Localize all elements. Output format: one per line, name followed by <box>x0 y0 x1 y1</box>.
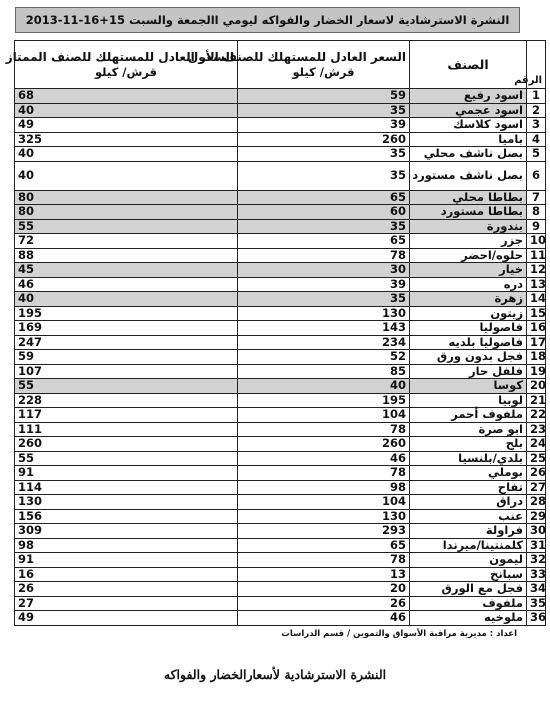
table-row <box>15 364 546 379</box>
row-first-grade-price: 293 <box>238 524 410 539</box>
row-extra-grade-price: 91 <box>15 466 238 481</box>
row-extra-grade-price: 26 <box>15 582 238 597</box>
row-number: 13 <box>527 277 546 292</box>
table-row <box>15 524 546 539</box>
row-number: 12 <box>527 263 546 278</box>
row-extra-grade-price: 111 <box>15 422 238 437</box>
row-extra-grade-price: 114 <box>15 480 238 495</box>
row-extra-grade-price: 309 <box>15 524 238 539</box>
table-row <box>15 611 546 626</box>
row-item-name: بلح <box>410 437 527 452</box>
row-extra-grade-price: 68 <box>15 89 238 104</box>
row-extra-grade-price: 55 <box>15 219 238 234</box>
row-number: 18 <box>527 350 546 365</box>
row-number: 14 <box>527 292 546 307</box>
row-first-grade-price: 35 <box>238 161 410 190</box>
row-number: 32 <box>527 553 546 568</box>
row-item-name: دره <box>410 277 527 292</box>
row-first-grade-price: 234 <box>238 335 410 350</box>
table-row <box>15 103 546 118</box>
page-title: النشرة الاسترشادية لاسعار الخضار والفواكه ليومي االجمعة والسبت 15+16-11-2013 <box>15 7 520 33</box>
row-item-name: بطاطا مستورد <box>410 205 527 220</box>
row-number: 11 <box>527 248 546 263</box>
row-extra-grade-price: 55 <box>15 379 238 394</box>
table-row <box>15 132 546 147</box>
row-number: 36 <box>527 611 546 626</box>
row-first-grade-price: 35 <box>238 292 410 307</box>
row-extra-grade-price: 27 <box>15 596 238 611</box>
table-row <box>15 219 546 234</box>
table-row <box>15 335 546 350</box>
row-item-name: دراق <box>410 495 527 510</box>
table-row <box>15 277 546 292</box>
table-row <box>15 495 546 510</box>
table-row <box>15 190 546 205</box>
row-item-name: ليمون <box>410 553 527 568</box>
row-extra-grade-price: 88 <box>15 248 238 263</box>
row-extra-grade-price: 16 <box>15 567 238 582</box>
row-item-name: بندورة <box>410 219 527 234</box>
row-number: 20 <box>527 379 546 394</box>
row-item-name: باميا <box>410 132 527 147</box>
row-item-name: زهرة <box>410 292 527 307</box>
header-number: الرقم <box>527 41 546 89</box>
row-first-grade-price: 46 <box>238 451 410 466</box>
row-first-grade-price: 35 <box>238 147 410 162</box>
row-number: 33 <box>527 567 546 582</box>
row-first-grade-price: 46 <box>238 611 410 626</box>
table-row <box>15 321 546 336</box>
row-extra-grade-price: 59 <box>15 350 238 365</box>
table-row <box>15 306 546 321</box>
table-row <box>15 480 546 495</box>
row-item-name: بطاطا محلي <box>410 190 527 205</box>
row-item-name: اسود رفيع <box>410 89 527 104</box>
row-first-grade-price: 195 <box>238 393 410 408</box>
table-row <box>15 89 546 104</box>
row-item-name: ملوخيه <box>410 611 527 626</box>
header-extra-grade-label: السعر العادل للمستهلك للصنف الممتاز <box>5 49 234 64</box>
row-first-grade-price: 104 <box>238 495 410 510</box>
table-row <box>15 509 546 524</box>
row-number: 7 <box>527 190 546 205</box>
table-row <box>15 234 546 249</box>
table-row <box>15 205 546 220</box>
row-number: 5 <box>527 147 546 162</box>
row-item-name: حلوه/احضر <box>410 248 527 263</box>
row-extra-grade-price: 40 <box>15 103 238 118</box>
table-row <box>15 582 546 597</box>
row-first-grade-price: 78 <box>238 422 410 437</box>
row-first-grade-price: 52 <box>238 350 410 365</box>
table-row <box>15 451 546 466</box>
row-number: 8 <box>527 205 546 220</box>
row-item-name: ملفوف أحمر <box>410 408 527 423</box>
row-number: 15 <box>527 306 546 321</box>
row-item-name: فلفل حار <box>410 364 527 379</box>
row-item-name: فجل مع الورق <box>410 582 527 597</box>
row-first-grade-price: 130 <box>238 509 410 524</box>
table-row <box>15 147 546 162</box>
row-number: 1 <box>527 89 546 104</box>
row-number: 19 <box>527 364 546 379</box>
row-extra-grade-price: 98 <box>15 538 238 553</box>
row-extra-grade-price: 260 <box>15 437 238 452</box>
header-first-grade-unit: قرش/ كيلو <box>292 64 355 79</box>
row-item-name: ابو صرة <box>410 422 527 437</box>
row-number: 26 <box>527 466 546 481</box>
header-extra-grade-unit: قرش/ كيلو <box>94 64 158 79</box>
row-first-grade-price: 30 <box>238 263 410 278</box>
row-extra-grade-price: 169 <box>15 321 238 336</box>
row-first-grade-price: 85 <box>238 364 410 379</box>
row-item-name: عنب <box>410 509 527 524</box>
row-number: 30 <box>527 524 546 539</box>
table-row <box>15 466 546 481</box>
row-number: 34 <box>527 582 546 597</box>
row-item-name: بلدي/بلنسيا <box>410 451 527 466</box>
row-item-name: اسود كلاسك <box>410 118 527 133</box>
row-extra-grade-price: 156 <box>15 509 238 524</box>
row-item-name: اسود عجمي <box>410 103 527 118</box>
header-item: الصنف <box>410 41 527 89</box>
row-item-name: تفاح <box>410 480 527 495</box>
table-row <box>15 393 546 408</box>
row-item-name: كلمنتينا/ميرندا <box>410 538 527 553</box>
row-item-name: بصل ناشف مستورد <box>410 161 527 190</box>
table-row <box>15 422 546 437</box>
row-number: 4 <box>527 132 546 147</box>
row-extra-grade-price: 80 <box>15 205 238 220</box>
row-item-name: فاصوليا <box>410 321 527 336</box>
table-row <box>15 263 546 278</box>
row-item-name: بصل ناشف محلي <box>410 147 527 162</box>
prepared-by-note: اعداد : مديرية مراقبة الأسواق والتموين / قسم الدراسات <box>281 629 517 639</box>
row-extra-grade-price: 72 <box>15 234 238 249</box>
row-number: 16 <box>527 321 546 336</box>
row-extra-grade-price: 55 <box>15 451 238 466</box>
row-number: 17 <box>527 335 546 350</box>
row-extra-grade-price: 130 <box>15 495 238 510</box>
row-first-grade-price: 104 <box>238 408 410 423</box>
table-row <box>15 596 546 611</box>
row-extra-grade-price: 40 <box>15 147 238 162</box>
row-first-grade-price: 40 <box>238 379 410 394</box>
row-first-grade-price: 98 <box>238 480 410 495</box>
table-row <box>15 437 546 452</box>
row-extra-grade-price: 247 <box>15 335 238 350</box>
row-extra-grade-price: 49 <box>15 611 238 626</box>
table-row <box>15 292 546 307</box>
row-number: 25 <box>527 451 546 466</box>
row-item-name: فاصوليا بلديه <box>410 335 527 350</box>
row-number: 35 <box>527 596 546 611</box>
table-row <box>15 567 546 582</box>
row-item-name: لوبيا <box>410 393 527 408</box>
row-first-grade-price: 26 <box>238 596 410 611</box>
row-first-grade-price: 13 <box>238 567 410 582</box>
row-first-grade-price: 65 <box>238 538 410 553</box>
row-first-grade-price: 39 <box>238 277 410 292</box>
row-item-name: بوملي <box>410 466 527 481</box>
row-extra-grade-price: 107 <box>15 364 238 379</box>
row-item-name: سبانخ <box>410 567 527 582</box>
row-extra-grade-price: 117 <box>15 408 238 423</box>
row-first-grade-price: 35 <box>238 103 410 118</box>
row-first-grade-price: 20 <box>238 582 410 597</box>
table-row <box>15 118 546 133</box>
row-extra-grade-price: 49 <box>15 118 238 133</box>
row-number: 23 <box>527 422 546 437</box>
row-item-name: فجل بدون ورق <box>410 350 527 365</box>
row-first-grade-price: 39 <box>238 118 410 133</box>
row-number: 3 <box>527 118 546 133</box>
row-first-grade-price: 59 <box>238 89 410 104</box>
row-extra-grade-price: 91 <box>15 553 238 568</box>
row-number: 9 <box>527 219 546 234</box>
row-first-grade-price: 65 <box>238 190 410 205</box>
row-number: 2 <box>527 103 546 118</box>
row-first-grade-price: 60 <box>238 205 410 220</box>
price-table-body <box>15 89 546 626</box>
row-extra-grade-price: 228 <box>15 393 238 408</box>
table-row <box>15 538 546 553</box>
row-first-grade-price: 78 <box>238 553 410 568</box>
row-first-grade-price: 130 <box>238 306 410 321</box>
footer-title: النشرة الاسترشادية لأسعارالخضار والفواكه <box>163 667 387 682</box>
table-row <box>15 408 546 423</box>
row-extra-grade-price: 80 <box>15 190 238 205</box>
row-number: 24 <box>527 437 546 452</box>
row-extra-grade-price: 195 <box>15 306 238 321</box>
row-number: 29 <box>527 509 546 524</box>
table-row <box>15 553 546 568</box>
row-number: 27 <box>527 480 546 495</box>
header-extra-grade <box>5 41 238 89</box>
row-number: 31 <box>527 538 546 553</box>
row-number: 21 <box>527 393 546 408</box>
header-first-grade-label: السعر العادل للمستهلك للصنف الأول <box>187 49 406 64</box>
row-extra-grade-price: 46 <box>15 277 238 292</box>
row-item-name: جزر <box>410 234 527 249</box>
row-first-grade-price: 65 <box>238 234 410 249</box>
row-item-name: فراولة <box>410 524 527 539</box>
row-extra-grade-price: 325 <box>15 132 238 147</box>
row-first-grade-price: 78 <box>238 466 410 481</box>
row-item-name: ملفوف <box>410 596 527 611</box>
table-row <box>15 248 546 263</box>
row-first-grade-price: 35 <box>238 219 410 234</box>
row-item-name: زيتون <box>410 306 527 321</box>
row-first-grade-price: 260 <box>238 437 410 452</box>
row-number: 6 <box>527 161 546 190</box>
row-extra-grade-price: 45 <box>15 263 238 278</box>
row-first-grade-price: 260 <box>238 132 410 147</box>
row-item-name: خيار <box>410 263 527 278</box>
row-item-name: كوسا <box>410 379 527 394</box>
row-first-grade-price: 143 <box>238 321 410 336</box>
row-extra-grade-price: 40 <box>15 292 238 307</box>
row-number: 10 <box>527 234 546 249</box>
row-extra-grade-price: 40 <box>15 161 238 190</box>
table-row <box>15 350 546 365</box>
row-first-grade-price: 78 <box>238 248 410 263</box>
row-number: 22 <box>527 408 546 423</box>
header-first-grade <box>187 41 410 89</box>
price-table <box>5 40 547 626</box>
row-number: 28 <box>527 495 546 510</box>
table-row <box>15 379 546 394</box>
table-row <box>15 161 546 190</box>
